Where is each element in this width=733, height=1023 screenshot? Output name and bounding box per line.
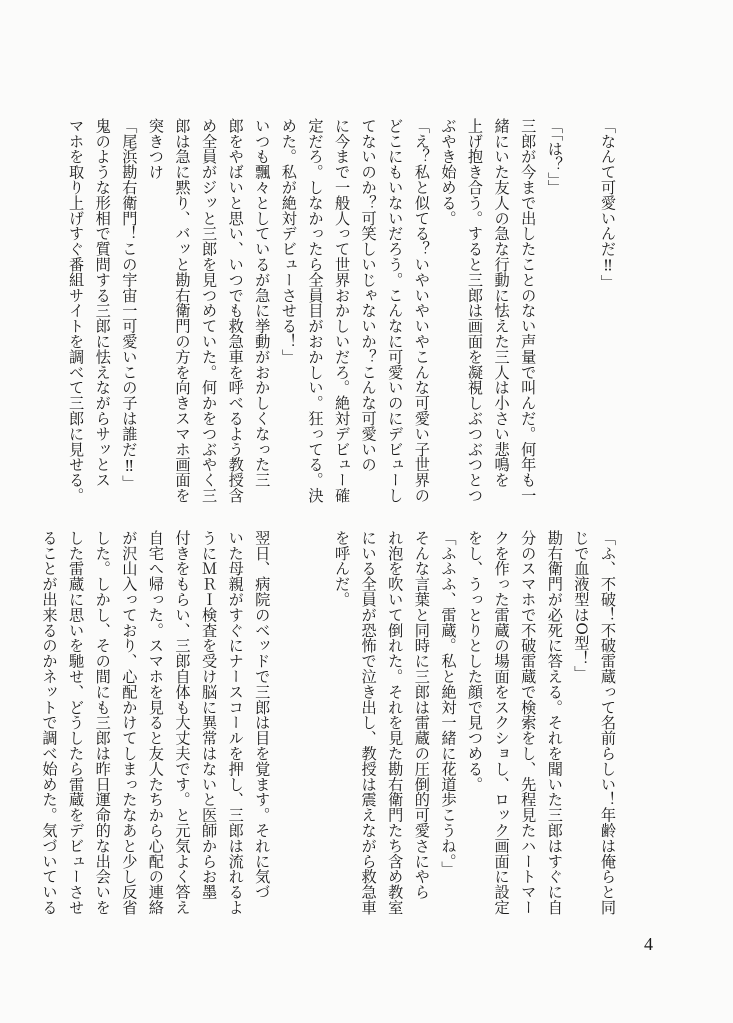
text-line: うにＭＲＩ検査を受け脳に異常はないと医師からお墨 <box>200 530 219 900</box>
text-line: 上げ抱き合う。すると三郎は画面を凝視しぶつぶつとつ <box>466 118 485 503</box>
text-line: 「「は？」」 <box>545 118 564 196</box>
text-line: れ泡を吹いて倒れた。それを見た勘右衛門たち含め教室 <box>386 530 405 915</box>
text-block-top <box>63 118 621 504</box>
text-line: マホを取り上げすぐ番組サイトを調べて三郎に見せる。 <box>67 118 86 503</box>
page-number: 4 <box>644 934 653 954</box>
text-line: が沢山入っており、心配かけてしまったなあと少し反省 <box>120 530 139 915</box>
text-line <box>568 118 595 504</box>
text-line <box>302 530 329 900</box>
text-line: した雷蔵に思いを馳せ、どうしたら雷蔵をデビューさせ <box>67 530 86 915</box>
text-line: 定だろ。しなかったら全員目がおかしい。狂ってる。決 <box>306 118 325 503</box>
text-line: 「なんて可愛いんだ‼」 <box>599 118 617 291</box>
text-line: に今まで一般人って世界おかしいだろ。絶対デビュー確 <box>333 118 352 503</box>
text-line: 「尾浜勘右衛門！この宇宙一可愛いこの子は誰だ‼」 <box>120 118 139 491</box>
text-line: 郎は急に黙り、バッと勘右衛門の方を向きスマホ画面を <box>173 118 192 503</box>
text-line: じで血液型はO型！」 <box>572 530 591 682</box>
text-line: 付きをもらい、三郎自体も大丈夫です。と元気よく答え <box>173 530 192 915</box>
text-line: いつも飄々としているが急に挙動がおかしくなった三 <box>253 118 272 488</box>
text-line: ることが出来るのかネットで調べ始めた。気づいている <box>40 530 59 915</box>
text-line: 郎をやばいと思い、いつでも救急車を呼べるよう教授含 <box>226 118 245 503</box>
text-line: クを作った雷蔵の場面をスクショし、ロック画面に設定 <box>492 530 511 915</box>
text-block-bottom <box>36 530 621 915</box>
text-line: め全員がジッと三郎を見つめていた。何かをつぶやく三 <box>200 118 219 503</box>
text-line: 「え？私と似てる？いやいやいやこんな可愛い子世界の <box>412 118 431 503</box>
text-line: した。しかし、その間にも三郎は昨日運命的な出会いを <box>93 530 112 915</box>
text-line: にいる全員が恐怖で泣き出し、教授は震えながら救急車 <box>359 530 378 915</box>
text-line: どこにもいないだろう。こんなに可愛いのにデビューし <box>386 118 405 503</box>
text-line: 三郎が今まで出したことのない声量で叫んだ。何年も一 <box>519 118 538 503</box>
text-line <box>275 530 302 900</box>
text-line: ぶやき始める。 <box>439 118 458 226</box>
text-line: 自宅へ帰った。スマホを見ると友人たちから心配の連絡 <box>146 530 165 915</box>
text-line: 勘右衛門が必死に答える。それを聞いた三郎はすぐに自 <box>545 530 564 915</box>
text-line: そんな言葉と同時に三郎は雷蔵の圧倒的可愛さにやら <box>412 530 431 900</box>
text-line: 突きつけ <box>146 118 165 180</box>
text-line: 鬼のような形相で質問する三郎に怯えながらサッとス <box>93 118 112 488</box>
text-line: 分のスマホで不破雷蔵で検索をし、先程見たハートマー <box>519 530 538 915</box>
text-line: 緒にいた友人の急な行動に怯えた三人は小さい悲鳴を <box>492 118 511 488</box>
text-line: めた。私が絶対デビューさせる！」 <box>279 118 298 365</box>
text-line: てないのか？可笑しいじゃないか？こんな可愛いの <box>359 118 378 473</box>
text-line: を呼んだ。 <box>333 530 352 607</box>
text-line: 「ふふふ、雷蔵。私と絶対一緒に花道歩こうね。」 <box>439 530 458 877</box>
text-line: 翌日、病院のベッドで三郎は目を覚ます。それに気づ <box>253 530 272 900</box>
text-line: 「ふ、不破！不破雷蔵って名前らしい！年齢は俺らと同 <box>599 530 617 915</box>
text-line: いた母親がすぐにナースコールを押し、三郎は流れるよ <box>226 530 245 915</box>
text-line: をし、うっとりとした顔で見つめる。 <box>466 530 485 792</box>
